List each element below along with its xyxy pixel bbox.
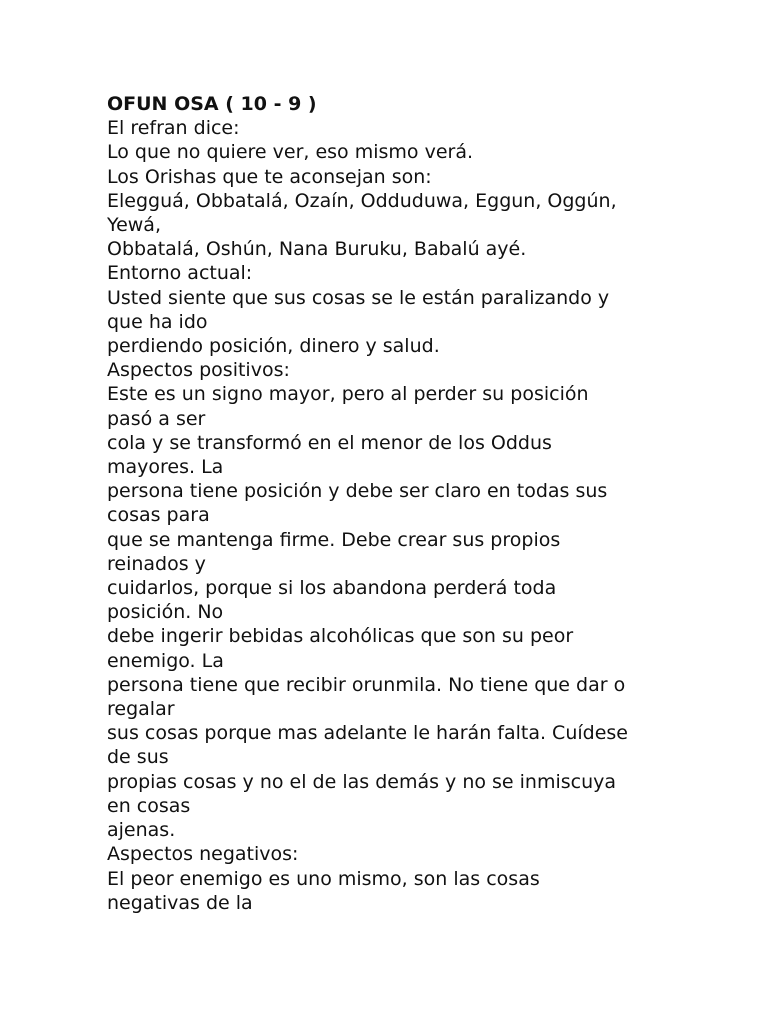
text-line: Este es un signo mayor, pero al perder su posición bbox=[107, 383, 589, 406]
text-line: propias cosas y no el de las demás y no se inmiscuya bbox=[107, 770, 617, 793]
text-line: persona tiene posición y debe ser claro en todas sus bbox=[107, 480, 608, 503]
document-title: OFUN OSA ( 10 - 9 ) bbox=[107, 93, 317, 115]
text-line: cosas para bbox=[107, 504, 210, 527]
text-line: negativas de la bbox=[107, 891, 253, 914]
text-line: pasó a ser bbox=[107, 407, 206, 430]
text-line: mayores. La bbox=[107, 456, 224, 479]
text-line: cuidarlos, porque si los abandona perderá toda bbox=[107, 577, 557, 600]
text-line: Elegguá, Obbatalá, Ozaín, Odduduwa, Eggun, Oggún, bbox=[107, 189, 617, 212]
text-line: Entorno actual: bbox=[107, 262, 253, 285]
text-line: Yewá, bbox=[107, 214, 161, 237]
text-line: persona tiene que recibir orunmila. No tiene que dar o bbox=[107, 673, 626, 696]
text-line: Aspectos positivos: bbox=[107, 359, 290, 382]
text-line: debe ingerir bebidas alcohólicas que son su peor bbox=[107, 625, 574, 648]
text-line: sus cosas porque mas adelante le harán falta. Cuídese bbox=[107, 722, 628, 745]
text-line: posición. No bbox=[107, 601, 224, 624]
text-line: reinados y bbox=[107, 552, 206, 575]
text-line: en cosas bbox=[107, 794, 191, 817]
text-line: enemigo. La bbox=[107, 649, 224, 672]
text-line: que ha ido bbox=[107, 310, 208, 333]
text-line: Los Orishas que te aconsejan son: bbox=[107, 165, 432, 188]
text-line: Obbatalá, Oshún, Nana Buruku, Babalú ayé. bbox=[107, 238, 527, 261]
text-line: Lo que no quiere ver, eso mismo verá. bbox=[107, 141, 474, 164]
text-line: cola y se transformó en el menor de los Oddus bbox=[107, 431, 552, 454]
text-line: El peor enemigo es uno mismo, son las cosas bbox=[107, 867, 540, 890]
text-line: Aspectos negativos: bbox=[107, 843, 299, 866]
text-line: Usted siente que sus cosas se le están paralizando y bbox=[107, 286, 610, 309]
text-line: que se mantenga firme. Debe crear sus propios bbox=[107, 528, 561, 551]
text-line: ajenas. bbox=[107, 819, 176, 842]
text-line: de sus bbox=[107, 746, 169, 769]
text-line: El refran dice: bbox=[107, 117, 240, 140]
text-line: regalar bbox=[107, 698, 175, 721]
text-line: perdiendo posición, dinero y salud. bbox=[107, 335, 440, 358]
document-body bbox=[107, 92, 667, 915]
